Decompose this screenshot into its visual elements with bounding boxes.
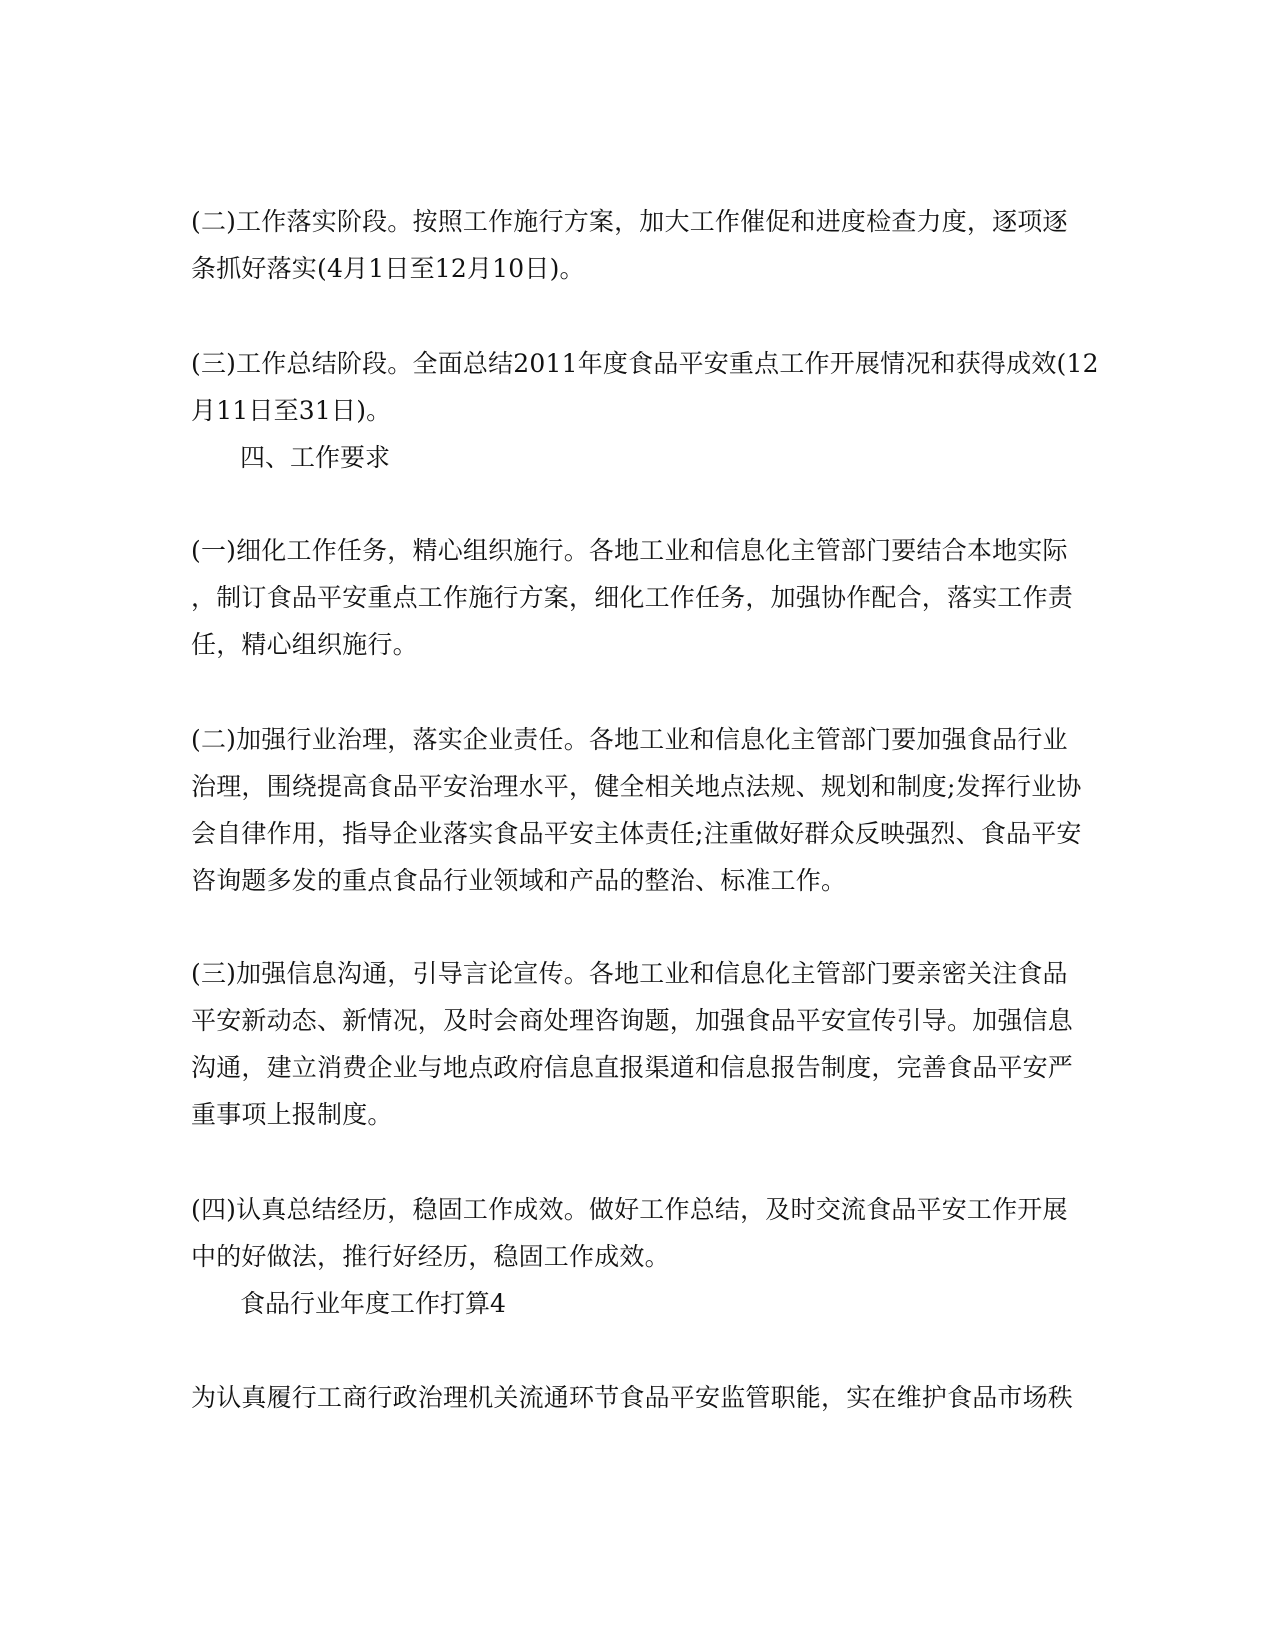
text-line: (一)细化工作任务，精心组织施行。各地工业和信息化主管部门要结合本地实际 — [191, 536, 1068, 565]
text-line: 中的好做法，推行好经历，稳固工作成效。 — [191, 1242, 670, 1271]
paragraph-implementation-stage — [191, 198, 1081, 292]
text-line: 重事项上报制度。 — [191, 1100, 393, 1129]
text-line: 平安新动态、新情况，及时会商处理咨询题，加强食品平安宣传引导。加强信息 — [191, 1006, 1074, 1035]
text-line: 治理，围绕提高食品平安治理水平，健全相关地点法规、规划和制度;发挥行业协 — [191, 772, 1082, 801]
section-heading-work-requirements: 四、工作要求 — [240, 443, 391, 472]
section-heading-annual-plan: 食品行业年度工作打算4 — [240, 1289, 506, 1318]
text-line: 沟通，建立消费企业与地点政府信息直报渠道和信息报告制度，完善食品平安严 — [191, 1053, 1074, 1082]
paragraph-summary-stage — [191, 340, 1099, 434]
text-line: (二)工作落实阶段。按照工作施行方案，加大工作催促和进度检查力度，逐项逐 — [191, 207, 1068, 236]
text-line: 咨询题多发的重点食品行业领域和产品的整治、标准工作。 — [191, 866, 847, 895]
paragraph-refine-tasks — [191, 527, 1081, 668]
paragraph-summarize-experience — [191, 1186, 1081, 1280]
text-line: (二)加强行业治理，落实企业责任。各地工业和信息化主管部门要加强食品行业 — [191, 725, 1068, 754]
paragraph-industry-governance — [191, 716, 1081, 904]
text-line: (三)加强信息沟通，引导言论宣传。各地工业和信息化主管部门要亲密关注食品 — [191, 959, 1068, 988]
text-line: 会自律作用，指导企业落实食品平安主体责任;注重做好群众反映强烈、食品平安 — [191, 819, 1082, 848]
text-line: 月11日至31日)。 — [191, 396, 392, 425]
text-line: 为认真履行工商行政治理机关流通环节食品平安监管职能，实在维护食品市场秩 — [191, 1383, 1074, 1412]
text-line: 任，精心组织施行。 — [191, 630, 418, 659]
text-line: ，制订食品平安重点工作施行方案，细化工作任务，加强协作配合，落实工作责 — [191, 583, 1074, 612]
text-line: (三)工作总结阶段。全面总结2011年度食品平安重点工作开展情况和获得成效(12 — [191, 349, 1099, 378]
paragraph-information-communication — [191, 950, 1081, 1138]
paragraph-intro-duties — [191, 1374, 1081, 1421]
text-line: 条抓好落实(4月1日至12月10日)。 — [191, 254, 585, 283]
text-line: (四)认真总结经历，稳固工作成效。做好工作总结，及时交流食品平安工作开展 — [191, 1195, 1068, 1224]
